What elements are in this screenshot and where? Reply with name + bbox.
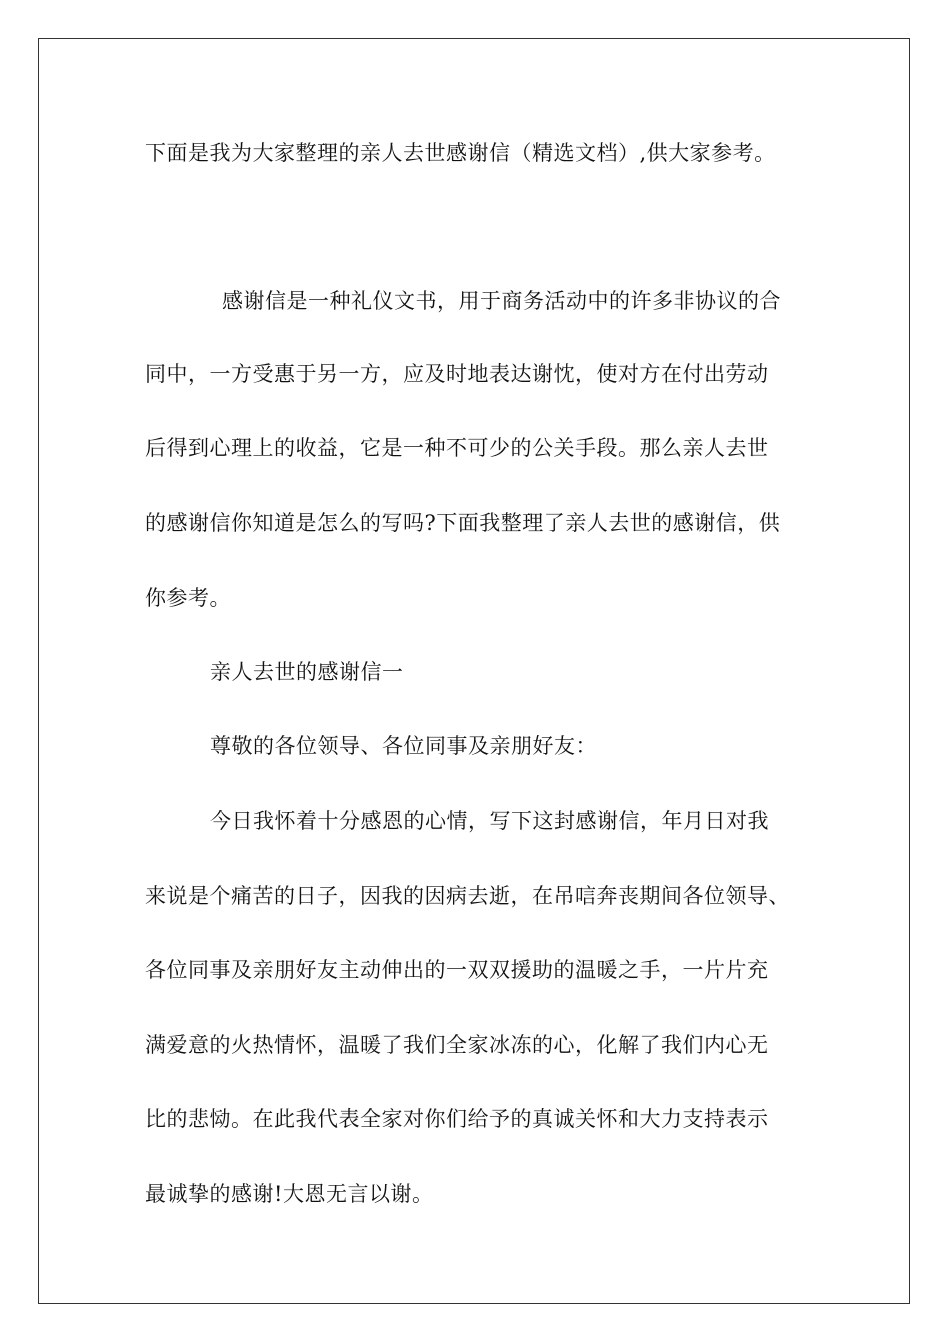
paragraph-2-line-6: 最诚挚的感谢!大恩无言以谢。 — [145, 1182, 434, 1206]
paragraph-2-line-1: 今日我怀着十分感恩的心情，写下这封感谢信，年月日对我 — [210, 809, 769, 833]
paragraph-1-line-5: 你参考。 — [145, 586, 231, 610]
intro-line: 下面是我为大家整理的亲人去世感谢信（精选文档）,供大家参考。 — [145, 141, 776, 165]
paragraph-1-line-4: 的感谢信你知道是怎么的写吗?下面我整理了亲人去世的感谢信，供 — [145, 511, 781, 535]
paragraph-1-line-1: 感谢信是一种礼仪文书，用于商务活动中的许多非协议的合 — [222, 289, 781, 313]
paragraph-2-line-3: 各位同事及亲朋好友主动伸出的一双双援助的温暖之手，一片片充 — [145, 958, 769, 982]
paragraph-1-line-3: 后得到心理上的收益，它是一种不可少的公关手段。那么亲人去世 — [145, 436, 769, 460]
letter-heading: 亲人去世的感谢信一 — [210, 660, 404, 684]
paragraph-1-line-2: 同中，一方受惠于另一方，应及时地表达谢忱，使对方在付出劳动 — [145, 362, 769, 386]
paragraph-2-line-5: 比的悲恸。在此我代表全家对你们给予的真诚关怀和大力支持表示 — [145, 1107, 769, 1131]
letter-salutation: 尊敬的各位领导、各位同事及亲朋好友： — [210, 734, 597, 758]
paragraph-2-line-4: 满爱意的火热情怀，温暖了我们全家冰冻的心，化解了我们内心无 — [145, 1033, 769, 1057]
paragraph-2-line-2: 来说是个痛苦的日子，因我的因病去逝，在吊唁奔丧期间各位领导、 — [145, 884, 790, 908]
